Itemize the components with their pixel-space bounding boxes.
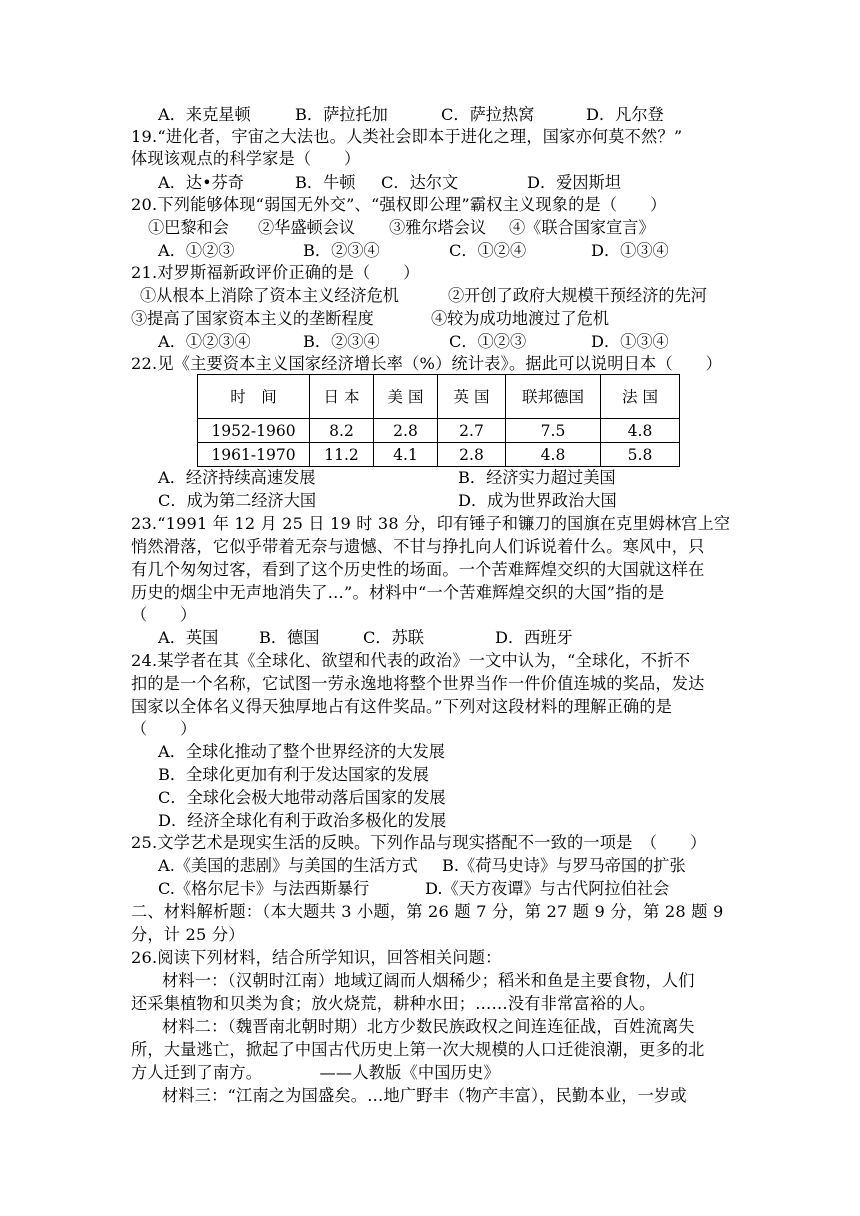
q18-option-a: A．来克星顿 — [158, 105, 251, 124]
q19-stem-line1: 19.“进化者，宇宙之大法也。人类社会即本于进化之理，国家亦何莫不然？” — [131, 127, 683, 146]
q22-option-b: B．经济实力超过美国 — [458, 468, 616, 487]
q20-stem: 20.下列能够体现“弱国无外交”、“强权即公理”霸权主义现象的是（ ） — [131, 195, 667, 214]
q24-option-a: A．全球化推动了整个世界经济的大发展 — [158, 742, 445, 761]
section-heading-line1: 二、材料解析题：（本大题共 3 小题，第 26 题 7 分，第 27 题 9 分，第 28 题 9 — [131, 902, 724, 921]
q18-option-c: C．萨拉热窝 — [441, 105, 535, 124]
table-row — [198, 443, 680, 467]
q20-option-c: C．①②④ — [449, 241, 527, 260]
q26-material2-line1: 材料二：（魏晋南北朝时期）北方少数民族政权之间连连征战，百姓流离失 — [162, 1017, 695, 1036]
q24-option-b: B．全球化更加有利于发达国家的发展 — [158, 765, 429, 784]
q22-option-a: A．经济持续高速发展 — [158, 468, 316, 487]
q25-option-d: D.《天方夜谭》与古代阿拉伯社会 — [425, 879, 670, 898]
q26-material2-line3: 方人迁到了南方。 ——人教版《中国历史》 — [131, 1063, 500, 1082]
table-header-cell: 时 间 — [198, 375, 310, 419]
q21-option-a: A．①②③④ — [158, 332, 251, 351]
q21-option-d: D．①③④ — [591, 332, 669, 351]
q24-stem-line3: 国家以全体名义得天独厚地占有这件奖品。”下列对这段材料的理解正确的是 — [131, 697, 673, 716]
q24-stem-line1: 24.某学者在其《全球化、欲望和代表的政治》一文中认为，“全球化，不折不 — [131, 651, 691, 670]
table-cell: 11.2 — [310, 443, 374, 467]
table-cell: 4.1 — [374, 443, 438, 467]
table-header-cell: 美 国 — [374, 375, 438, 419]
q24-option-c: C．全球化会极大地带动落后国家的发展 — [158, 788, 446, 807]
q26-material2-line2: 所，大量逃亡，掀起了中国古代历史上第一次大规模的人口迁徙浪潮，更多的北 — [131, 1040, 705, 1059]
q26-stem: 26.阅读下列材料，结合所学知识，回答相关问题： — [131, 948, 502, 967]
q23-option-c: C．苏联 — [363, 628, 424, 647]
q20-option-d: D．①③④ — [591, 241, 669, 260]
table-cell: 2.7 — [438, 419, 506, 443]
table-cell: 1961-1970 — [198, 443, 310, 467]
q26-material1-line1: 材料一：（汉朝时江南）地域辽阔而人烟稀少；稻米和鱼是主要食物，人们 — [162, 971, 695, 990]
q23-stem-line4: 历史的烟尘中无声地消失了…”。材料中“一个苦难辉煌交织的大国”指的是 — [131, 583, 665, 602]
q21-item-4: ④较为成功地渡过了危机 — [431, 309, 610, 328]
table-header-cell: 日 本 — [310, 375, 374, 419]
q26-material1-line2: 还采集植物和贝类为食；放火烧荒，耕种水田；……没有非常富裕的人。 — [131, 994, 656, 1013]
q21-stem: 21.对罗斯福新政评价正确的是（ ） — [131, 263, 420, 282]
q20-item-1: ①巴黎和会 — [148, 218, 229, 237]
table-row — [198, 419, 680, 443]
q20-item-2: ②华盛顿会议 — [258, 218, 356, 237]
q23-option-d: D．西班牙 — [495, 628, 573, 647]
q19-option-d: D．爱因斯坦 — [527, 173, 621, 192]
table-header-cell: 英 国 — [438, 375, 506, 419]
q23-option-a: A．英国 — [158, 628, 219, 647]
table-header-cell: 联邦德国 — [506, 375, 601, 419]
q19-option-b: B．牛顿 — [295, 173, 356, 192]
q21-item-3: ③提高了国家资本主义的垄断程度 — [131, 309, 374, 328]
table-cell: 4.8 — [601, 419, 680, 443]
table-cell: 2.8 — [374, 419, 438, 443]
q18-option-d: D．凡尔登 — [586, 105, 664, 124]
q23-stem-line5: （ ） — [131, 605, 197, 624]
growth-rate-table — [197, 374, 680, 467]
q21-option-b: B．②③④ — [303, 332, 380, 351]
table-cell: 4.8 — [506, 443, 601, 467]
table-header-row — [198, 375, 680, 419]
q21-item-2: ②开创了政府大规模干预经济的先河 — [448, 286, 707, 305]
table-cell: 1952-1960 — [198, 419, 310, 443]
table-cell: 5.8 — [601, 443, 680, 467]
q25-option-b: B.《荷马史诗》与罗马帝国的扩张 — [442, 856, 686, 875]
q24-stem-line2: 扣的是一个名称，它试图一劳永逸地将整个世界当作一件价值连城的奖品，发达 — [131, 674, 705, 693]
q25-stem: 25.文学艺术是现实生活的反映。下列作品与现实搭配不一致的一项是 （ ） — [131, 833, 707, 852]
q20-option-a: A．①②③ — [158, 241, 235, 260]
q23-stem-line1: 23.“1991 年 12 月 25 日 19 时 38 分，印有锤子和镰刀的国旗在克里姆林宫上空 — [131, 514, 731, 533]
q22-option-d: D．成为世界政治大国 — [458, 491, 617, 510]
q19-option-c: C．达尔文 — [381, 173, 459, 192]
table-header-cell: 法 国 — [601, 375, 680, 419]
table-cell: 2.8 — [438, 443, 506, 467]
q21-option-c: C．①②③ — [449, 332, 527, 351]
q19-stem-line2: 体现该观点的科学家是（ ） — [131, 149, 361, 168]
q23-stem-line2: 悄然滑落，它似乎带着无奈与遗憾、不甘与挣扎向人们诉说着什么。寒风中，只 — [131, 537, 705, 556]
q19-option-a: A．达•芬奇 — [158, 173, 244, 192]
q20-option-b: B．②③④ — [303, 241, 380, 260]
q24-stem-line4: （ ） — [131, 719, 197, 738]
section-heading-line2: 分，计 25 分） — [131, 925, 245, 944]
q25-option-c: C.《格尔尼卡》与法西斯暴行 — [158, 879, 370, 898]
q22-stem: 22.见《主要资本主义国家经济增长率（%）统计表》。据此可以说明日本（ ） — [131, 354, 722, 373]
q25-option-a: A.《美国的悲剧》与美国的生活方式 — [158, 856, 418, 875]
q18-option-b: B．萨拉托加 — [295, 105, 388, 124]
q22-option-c: C．成为第二经济大国 — [158, 491, 317, 510]
table-cell: 8.2 — [310, 419, 374, 443]
q23-stem-line3: 有几个匆匆过客，看到了这个历史性的场面。一个苦难辉煌交织的大国就这样在 — [131, 560, 705, 579]
q26-material3-line1: 材料三：“江南之为国盛矣。…地广野丰（物产丰富），民勤本业，一岁或 — [162, 1086, 687, 1105]
q21-item-1: ①从根本上消除了资本主义经济危机 — [140, 286, 399, 305]
table-cell: 7.5 — [506, 419, 601, 443]
q20-item-4: ④《联合国家宣言》 — [509, 218, 655, 237]
q24-option-d: D．经济全球化有利于政治多极化的发展 — [158, 811, 447, 830]
q23-option-b: B．德国 — [259, 628, 320, 647]
q20-item-3: ③雅尔塔会议 — [389, 218, 487, 237]
